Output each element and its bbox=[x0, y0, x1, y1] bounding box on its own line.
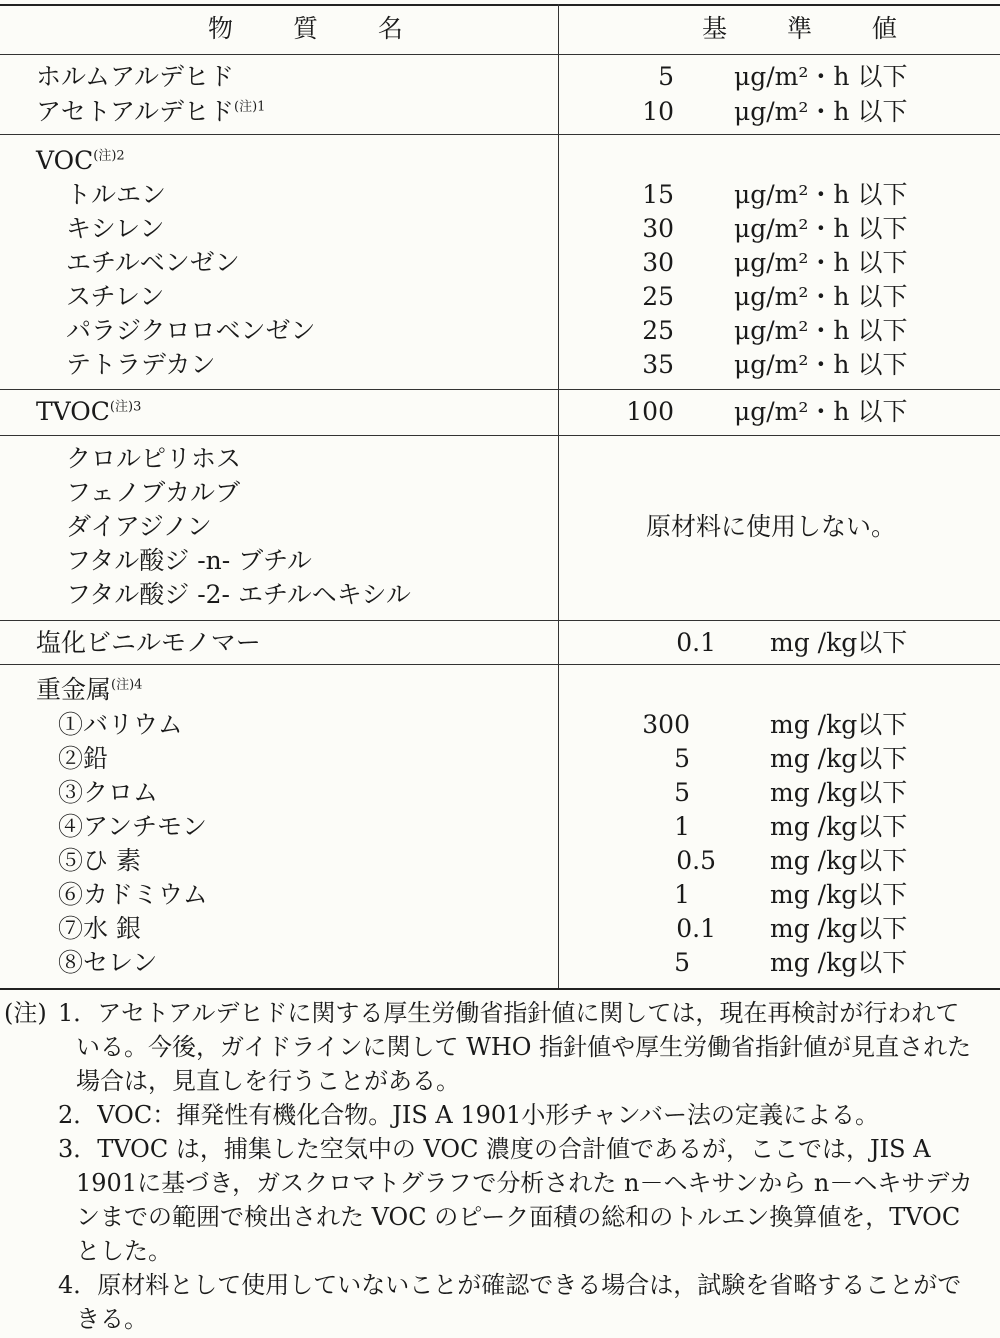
footnote-ref: (注)2 bbox=[93, 148, 125, 164]
standard-unit: μg/m²・h 以下 bbox=[734, 62, 908, 91]
table-bottom-rule bbox=[0, 988, 1000, 990]
standard-unit: mg /kg以下 bbox=[770, 846, 908, 875]
substance-name: ⑧セレン bbox=[58, 948, 158, 977]
rule-after-voc bbox=[0, 389, 1000, 390]
substance-name: トルエン bbox=[66, 180, 167, 209]
rule-after-tvoc bbox=[0, 435, 1000, 436]
footnote-3-line: とした。 bbox=[76, 1237, 172, 1265]
substance-name: クロルピリホス bbox=[66, 444, 242, 473]
substance-name: 塩化ビニルモノマー bbox=[36, 628, 261, 657]
standard-unit: mg /kg以下 bbox=[770, 880, 908, 909]
standard-unit: μg/m²・h 以下 bbox=[734, 214, 908, 243]
standard-unit: μg/m²・h 以下 bbox=[734, 397, 908, 426]
footnote-ref: (注)1 bbox=[234, 99, 266, 115]
substance-name: ②鉛 bbox=[58, 744, 109, 773]
standard-unit: μg/m²・h 以下 bbox=[734, 282, 908, 311]
standard-unit: mg /kg以下 bbox=[770, 744, 908, 773]
standard-value: 25 bbox=[642, 282, 674, 311]
group-title-voc: $VOC^{(注)2}$ bbox=[36, 146, 125, 175]
substance-name: フェノブカルブ bbox=[66, 478, 241, 507]
standard-value: 0.5 bbox=[676, 846, 716, 875]
standard-value: 25 bbox=[642, 316, 674, 345]
standard-unit: μg/m²・h 以下 bbox=[734, 180, 908, 209]
substance-name: エチルベンゼン bbox=[66, 248, 240, 277]
standard-unit: mg /kg以下 bbox=[770, 948, 908, 977]
standard-value: 1 bbox=[674, 880, 690, 909]
substance-name: フタル酸ジ -n- ブチル bbox=[66, 546, 312, 575]
footnote-4-line: きる。 bbox=[76, 1305, 148, 1333]
substance-name: ④アンチモン bbox=[58, 812, 208, 841]
standard-value: 0.1 bbox=[676, 628, 716, 657]
standard-value-not-used: 原材料に使用しない。 bbox=[646, 512, 897, 541]
substance-name: パラジクロロベンゼン bbox=[66, 316, 316, 345]
footnote-prefix: (注) bbox=[4, 999, 47, 1027]
footnote-3-line: 3．TVOC は，捕集した空気中の VOC 濃度の合計値であるが，ここでは，JIS A bbox=[58, 1135, 931, 1163]
standard-unit: μg/m²・h 以下 bbox=[734, 248, 908, 277]
footnote-4-line: 4．原材料として使用していないことが確認できる場合は，試験を省略することがで bbox=[58, 1271, 962, 1299]
substance-name: フタル酸ジ -2- エチルヘキシル bbox=[66, 580, 411, 609]
standard-value: 100 bbox=[626, 397, 674, 426]
footnote-1-line: いる。今後，ガイドラインに関して WHO 指針値や厚生労働省指針値が見直された bbox=[76, 1033, 972, 1061]
standard-value: 5 bbox=[674, 744, 690, 773]
substance-name: ホルムアルデヒド bbox=[36, 62, 235, 91]
standard-value: 30 bbox=[642, 248, 674, 277]
substance-name: キシレン bbox=[66, 214, 165, 243]
standard-value: 15 bbox=[642, 180, 674, 209]
header-standard-value: 基 準 値 bbox=[702, 14, 923, 43]
standard-unit: mg /kg以下 bbox=[770, 710, 908, 739]
standard-value: 35 bbox=[642, 350, 674, 379]
rule-after-pesticides bbox=[0, 620, 1000, 621]
header-substance-name: 物 質 名 bbox=[208, 14, 429, 43]
substance-name: ⑤ひ 素 bbox=[58, 846, 141, 875]
substance-name: テトラデカン bbox=[66, 350, 216, 379]
footnote-3-line: ンまでの範囲で検出された VOC のピーク面積の総和のトルエン換算値を，TVOC bbox=[76, 1203, 961, 1231]
footnote-ref: (注)3 bbox=[109, 399, 142, 415]
standard-unit: μg/m²・h 以下 bbox=[734, 97, 908, 126]
standard-unit: μg/m²・h 以下 bbox=[734, 350, 908, 379]
substance-name: ⑥カドミウム bbox=[58, 880, 208, 909]
standard-value: 1 bbox=[674, 812, 690, 841]
standard-value: 10 bbox=[642, 97, 674, 126]
substance-name: アセトアルデヒド$^{(注)1}$ bbox=[36, 97, 266, 126]
substance-name: ⑦水 銀 bbox=[58, 914, 141, 943]
footnote-1-line: 場合は，見直しを行うことがある。 bbox=[76, 1067, 460, 1095]
standard-unit: mg /kg以下 bbox=[770, 628, 908, 657]
standard-value: 30 bbox=[642, 214, 674, 243]
group-title-heavy-metals: 重金属$^{(注)4}$ bbox=[36, 675, 143, 704]
footnote-1-line: 1．アセトアルデヒドに関する厚生労働省指針値に関しては，現在再検討が行われて bbox=[58, 999, 960, 1027]
standard-unit: μg/m²・h 以下 bbox=[734, 316, 908, 345]
column-divider bbox=[558, 4, 559, 988]
footnote-2-line: 2．VOC：揮発性有機化合物。JIS A 1901小形チャンバー法の定義による。 bbox=[58, 1101, 880, 1129]
standard-value: 0.1 bbox=[676, 914, 716, 943]
standard-unit: mg /kg以下 bbox=[770, 812, 908, 841]
standard-value: 5 bbox=[674, 778, 690, 807]
rule-after-vcm bbox=[0, 664, 1000, 665]
footnote-ref: (注)4 bbox=[111, 677, 143, 693]
standard-unit: mg /kg以下 bbox=[770, 778, 908, 807]
standard-unit: mg /kg以下 bbox=[770, 914, 908, 943]
substance-name-tvoc: $TVOC^{(注)3}$ bbox=[36, 397, 142, 426]
substance-name: ③クロム bbox=[58, 778, 159, 807]
header-rule bbox=[0, 54, 1000, 55]
substance-name: ダイアジノン bbox=[66, 512, 212, 541]
footnote-3-line: 1901に基づき，ガスクロマトグラフで分析された n－ヘキサンから n－ヘキサデカ bbox=[76, 1169, 973, 1197]
table-top-rule bbox=[0, 4, 1000, 6]
substance-name: スチレン bbox=[66, 282, 165, 311]
standard-value: 300 bbox=[642, 710, 690, 739]
standard-value: 5 bbox=[674, 948, 690, 977]
standard-value: 5 bbox=[658, 62, 674, 91]
rule-after-aldehydes bbox=[0, 134, 1000, 135]
substance-name: ①バリウム bbox=[58, 710, 183, 739]
